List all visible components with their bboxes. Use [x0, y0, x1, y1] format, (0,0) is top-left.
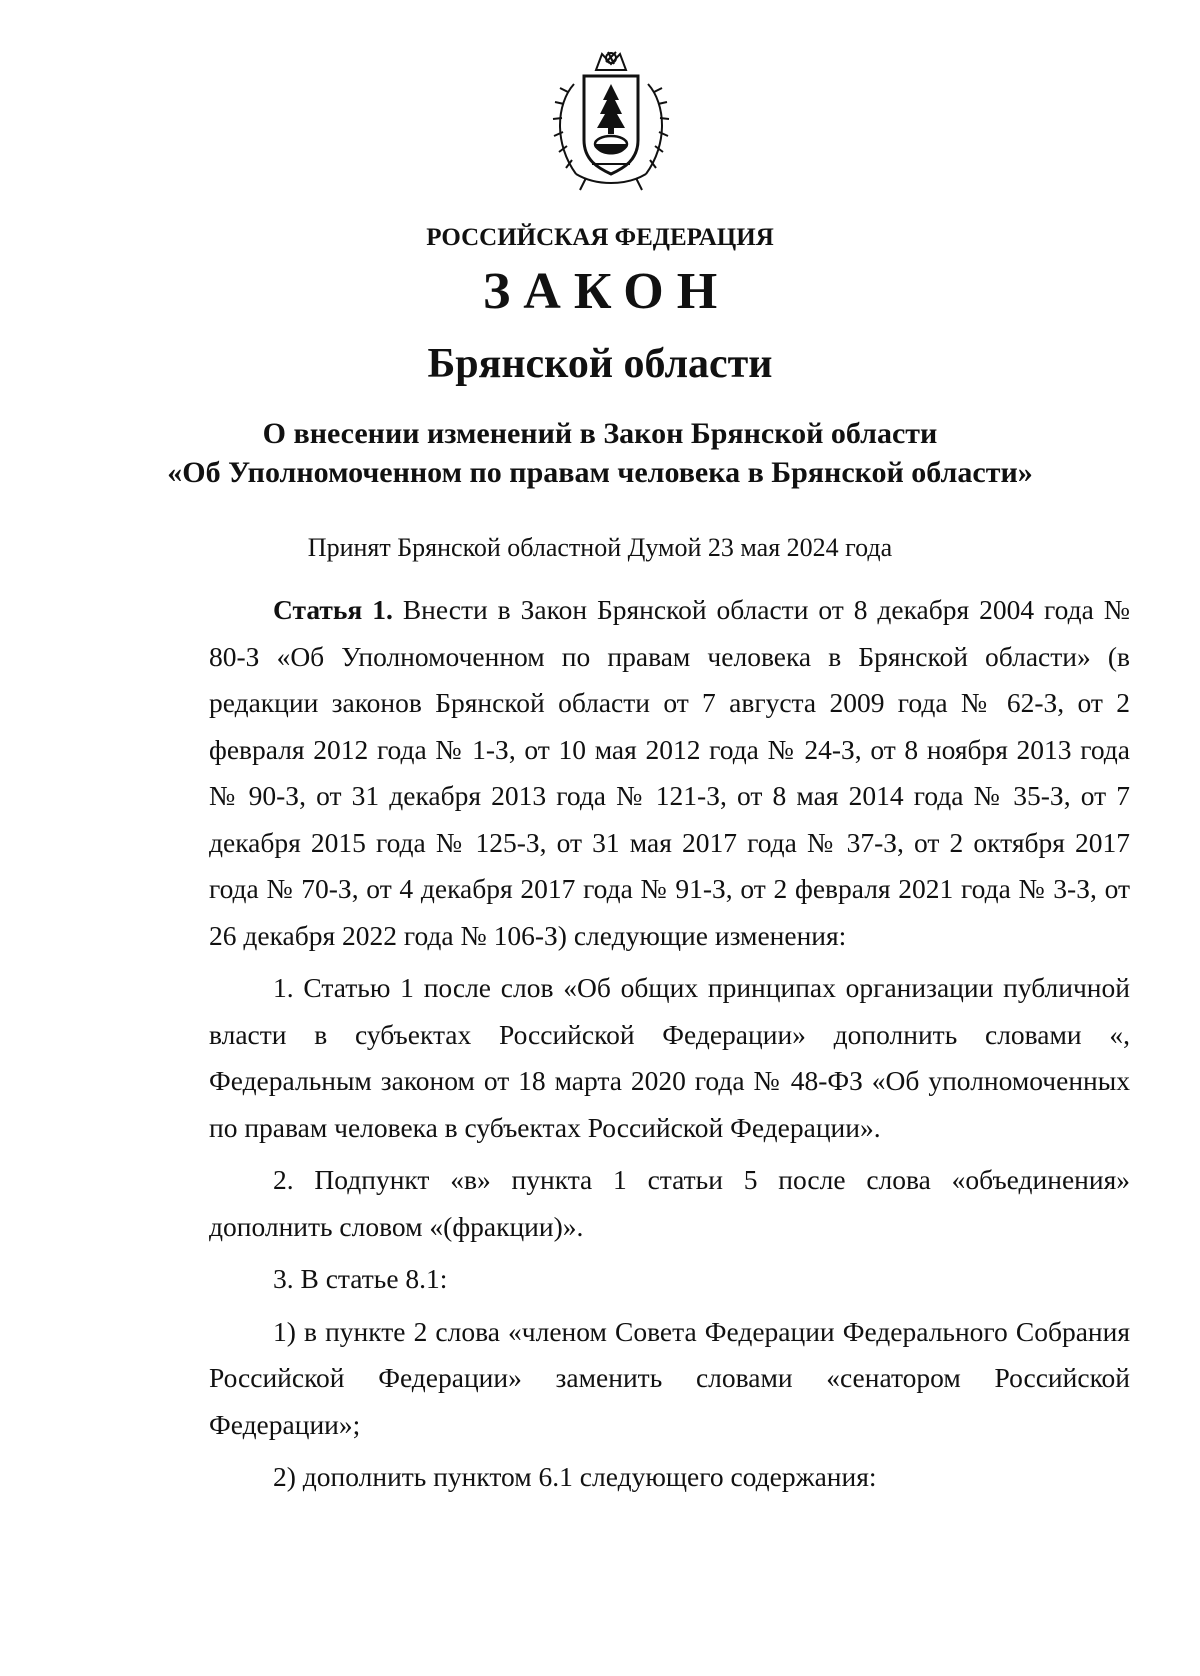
law-body: [209, 587, 1130, 1507]
article-1-text: Внести в Закон Брянской области от 8 декабря 2004 года № 80-З «Об Уполномоченном по правам человека в Брянской области» (в редакции законов Брянской области от 7 августа 2009 года № 62-З, от 2 февраля 2012 года № 1-З, от 10 мая 2012 года № 24-З, от 8 ноября 2013 года № 90-З, от 31 декабря 2013 года № 121-З, от 8 мая 2014 года № 35-З, от 7 декабря 2015 года № 125-З, от 31 мая 2017 года № 37-З, от 2 октября 2017 года № 70-З, от 4 декабря 2017 года № 91-З, от 2 февраля 2021 года № 3-З, от 26 декабря 2022 года № 106-З) следующие изменения:: [209, 594, 1131, 951]
federation-heading: РОССИЙСКАЯ ФЕДЕРАЦИЯ: [426, 224, 774, 251]
article-1-item: 2. Подпункт «в» пункта 1 статьи 5 после слова «объединения» дополнить словом «(фракции)».: [209, 1164, 1130, 1242]
article-1-item: 2) дополнить пунктом 6.1 следующего содержания:: [273, 1461, 877, 1492]
law-title-line-1: О внесении изменений в Закон Брянской области: [262, 417, 938, 450]
law-title-line-2: «Об Уполномоченном по правам человека в Брянской области»: [167, 456, 1033, 489]
article-1-item: 1) в пункте 2 слова «членом Совета Федерации Федерального Собрания Российской Федерации» заменить словами «сенатором Российской Федерации»;: [209, 1315, 1130, 1440]
law-heading: ЗАКОН: [482, 263, 731, 320]
adoption-note: Принят Брянской областной Думой 23 мая 2024 года: [307, 533, 893, 562]
coat-of-arms-icon: [546, 44, 676, 194]
article-1-item: 1. Статью 1 после слов «Об общих принципах организации публичной власти в субъектах Российской Федерации» дополнить словами «, Федеральным законом от 18 марта 2020 года № 48-ФЗ «Об уполномоченных по правам человека в субъектах Российской Федерации».: [209, 972, 1130, 1143]
article-1-intro: [209, 587, 1130, 959]
article-1-item: 3. В статье 8.1:: [273, 1263, 448, 1294]
region-heading: Брянской области: [427, 341, 773, 387]
article-1-heading: Статья 1.: [273, 594, 393, 625]
